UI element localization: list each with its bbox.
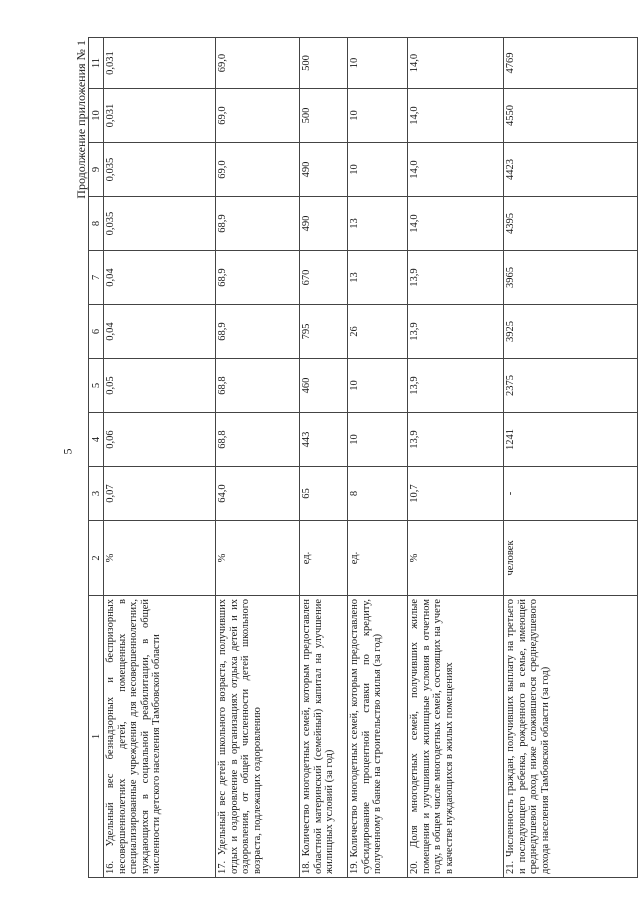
indicator-value: 490 <box>300 143 348 197</box>
indicator-description: 18. Количество многодетных семей, которым предоставлен областной материнский (семейный) капитал на улучшение жилищных условий (за год) <box>300 596 348 878</box>
indicator-value: 0,05 <box>104 359 216 413</box>
indicator-value: 500 <box>300 89 348 143</box>
indicator-value: 500 <box>300 38 348 89</box>
indicator-unit: человек <box>504 521 638 596</box>
indicator-value: 68,9 <box>216 197 300 251</box>
indicator-value: 10 <box>348 359 408 413</box>
indicator-description: 21. Численность граждан, получивших выплату на третьего и последующего ребенка, рожденного в семье, имеющей среднедушевой доход ниже сложившегося среднедушевого дохода населения Тамбовской области (за год) <box>504 596 638 878</box>
indicator-value: 0,035 <box>104 143 216 197</box>
table-row <box>216 38 300 878</box>
indicator-value: 68,9 <box>216 251 300 305</box>
indicator-value: 64,0 <box>216 467 300 521</box>
indicator-value: 460 <box>300 359 348 413</box>
col-header: 6 <box>89 305 104 359</box>
indicator-value: 0,06 <box>104 413 216 467</box>
appendix-caption: Продолжение приложения № 1 <box>74 40 88 199</box>
indicator-value: 3925 <box>504 305 638 359</box>
indicator-value: 13 <box>348 197 408 251</box>
indicator-unit: ед. <box>348 521 408 596</box>
indicator-value: 795 <box>300 305 348 359</box>
col-header: 7 <box>89 251 104 305</box>
indicator-value: - <box>504 467 638 521</box>
indicator-value: 1241 <box>504 413 638 467</box>
indicator-value: 3965 <box>504 251 638 305</box>
indicator-value: 69,0 <box>216 38 300 89</box>
col-header: 3 <box>89 467 104 521</box>
table-row <box>300 38 348 878</box>
col-header: 1 <box>89 596 104 878</box>
indicator-value: 10 <box>348 143 408 197</box>
indicator-value: 490 <box>300 197 348 251</box>
indicator-value: 14,0 <box>408 89 504 143</box>
table-row <box>408 38 504 878</box>
indicator-value: 68,8 <box>216 413 300 467</box>
indicator-value: 13,9 <box>408 305 504 359</box>
indicator-value: 10,7 <box>408 467 504 521</box>
indicator-value: 0,035 <box>104 197 216 251</box>
indicator-value: 0,031 <box>104 38 216 89</box>
indicator-description: 16. Удельный вес безнадзорных и беспризорных несовершеннолетних детей, помещенных в специализированные учреждения для несовершеннолетних, нуждающихся в социальной реабилитации, в общей численности детского населения Тамбовской области <box>104 596 216 878</box>
indicator-value: 69,0 <box>216 143 300 197</box>
indicator-value: 4395 <box>504 197 638 251</box>
indicator-value: 2375 <box>504 359 638 413</box>
table-row <box>504 38 638 878</box>
indicator-value: 68,9 <box>216 305 300 359</box>
indicator-value: 4769 <box>504 38 638 89</box>
indicator-description: 19. Количество многодетных семей, которым предоставлено субсидирование процентной ставки по кредиту, полученному в банке на строительство жилья (за год) <box>348 596 408 878</box>
indicator-value: 443 <box>300 413 348 467</box>
indicator-value: 10 <box>348 413 408 467</box>
indicator-value: 0,04 <box>104 251 216 305</box>
col-header: 2 <box>89 521 104 596</box>
indicator-unit: ед. <box>300 521 348 596</box>
indicator-description: 17. Удельный вес детей школьного возраста, получивших отдых и оздоровление в организациях отдыха детей и их оздоровления, от общей численности детей школьного возраста, подлежащих оздоровлению <box>216 596 300 878</box>
indicator-value: 69,0 <box>216 89 300 143</box>
indicator-value: 0,031 <box>104 89 216 143</box>
col-header: 9 <box>89 143 104 197</box>
indicator-unit: % <box>216 521 300 596</box>
indicator-value: 13,9 <box>408 413 504 467</box>
indicator-value: 65 <box>300 467 348 521</box>
indicator-value: 13 <box>348 251 408 305</box>
indicator-value: 14,0 <box>408 38 504 89</box>
page-number: 5 <box>60 448 75 455</box>
indicator-value: 68,8 <box>216 359 300 413</box>
indicator-unit: % <box>408 521 504 596</box>
indicators-table <box>88 37 638 878</box>
indicator-value: 0,04 <box>104 305 216 359</box>
col-header: 8 <box>89 197 104 251</box>
col-header: 5 <box>89 359 104 413</box>
indicator-value: 4550 <box>504 89 638 143</box>
col-header: 10 <box>89 89 104 143</box>
table-row <box>104 38 216 878</box>
indicator-value: 14,0 <box>408 143 504 197</box>
indicator-value: 8 <box>348 467 408 521</box>
header-row <box>89 38 104 878</box>
indicator-value: 670 <box>300 251 348 305</box>
indicator-value: 4423 <box>504 143 638 197</box>
indicator-value: 14,0 <box>408 197 504 251</box>
indicator-value: 10 <box>348 38 408 89</box>
col-header: 4 <box>89 413 104 467</box>
indicator-value: 26 <box>348 305 408 359</box>
table-row <box>348 38 408 878</box>
indicator-value: 10 <box>348 89 408 143</box>
indicator-description: 20. Доля многодетных семей, получивших жилые помещения и улучшивших жилищные условия в отчетном году, в общем числе многодетных семей, состоящих на учете в качестве нуждающихся в жилых помещениях <box>408 596 504 878</box>
indicator-value: 13,9 <box>408 359 504 413</box>
indicator-unit: % <box>104 521 216 596</box>
indicator-value: 13,9 <box>408 251 504 305</box>
col-header: 11 <box>89 38 104 89</box>
rotated-page-content <box>74 38 638 878</box>
indicator-value: 0,07 <box>104 467 216 521</box>
